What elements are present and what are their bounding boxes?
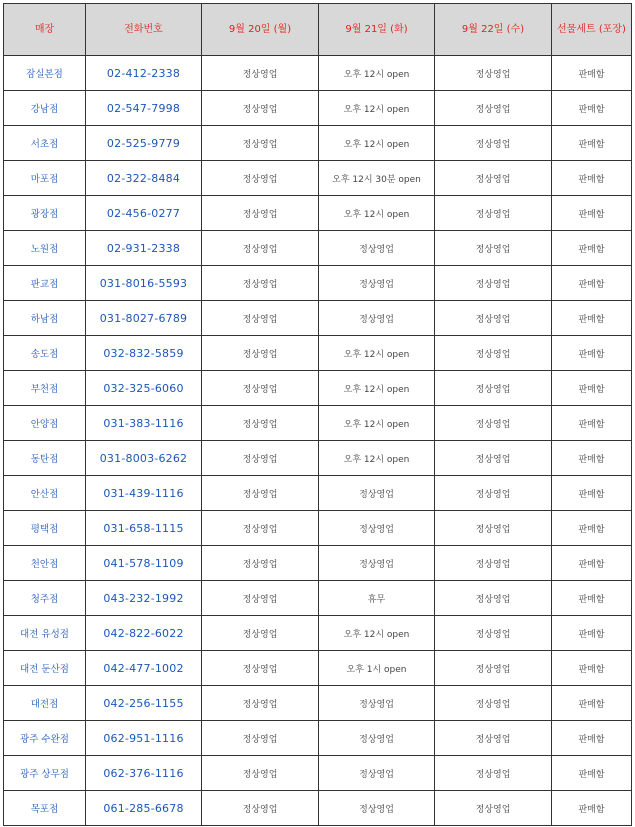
table-row: [4, 651, 632, 686]
sep-21-status-cell: 오후 12시 open: [319, 371, 435, 406]
sep-22-status-cell: 정상영업: [435, 126, 552, 161]
sep-20-status-cell: 정상영업: [202, 441, 319, 476]
table-row: [4, 161, 632, 196]
sep-22-status-cell: 정상영업: [435, 791, 552, 826]
table-row: [4, 336, 632, 371]
sep-22-status-cell: 정상영업: [435, 196, 552, 231]
sep-20-status-cell: 정상영업: [202, 126, 319, 161]
table-row: [4, 56, 632, 91]
sep-22-status-cell: 정상영업: [435, 511, 552, 546]
gift-set-cell: 판매함: [552, 511, 632, 546]
sep-20-status-cell: 정상영업: [202, 651, 319, 686]
table-row: [4, 686, 632, 721]
sep-21-status-cell: 오후 12시 open: [319, 406, 435, 441]
gift-set-cell: 판매함: [552, 196, 632, 231]
sep-21-status-cell: 오후 12시 open: [319, 91, 435, 126]
sep-20-status-cell: 정상영업: [202, 266, 319, 301]
store-name-cell: 송도점: [4, 336, 86, 371]
gift-set-cell: 판매함: [552, 546, 632, 581]
sep-21-status-cell: 오후 12시 open: [319, 441, 435, 476]
header-store: 매장: [4, 4, 86, 56]
sep-20-status-cell: 정상영업: [202, 91, 319, 126]
sep-20-status-cell: 정상영업: [202, 616, 319, 651]
phone-number-cell: 02-322-8484: [86, 161, 202, 196]
sep-20-status-cell: 정상영업: [202, 406, 319, 441]
gift-set-cell: 판매함: [552, 301, 632, 336]
phone-number-cell: 031-8027-6789: [86, 301, 202, 336]
sep-21-status-cell: 오후 12시 open: [319, 56, 435, 91]
sep-21-status-cell: 오후 12시 30분 open: [319, 161, 435, 196]
gift-set-cell: 판매함: [552, 126, 632, 161]
table-row: [4, 546, 632, 581]
gift-set-cell: 판매함: [552, 581, 632, 616]
sep-21-status-cell: 오후 12시 open: [319, 126, 435, 161]
sep-20-status-cell: 정상영업: [202, 581, 319, 616]
header-sep-22: 9월 22일 (수): [435, 4, 552, 56]
store-name-cell: 광장점: [4, 196, 86, 231]
sep-22-status-cell: 정상영업: [435, 266, 552, 301]
sep-21-status-cell: 오후 1시 open: [319, 651, 435, 686]
table-row: [4, 721, 632, 756]
gift-set-cell: 판매함: [552, 791, 632, 826]
gift-set-cell: 판매함: [552, 161, 632, 196]
phone-number-cell: 042-256-1155: [86, 686, 202, 721]
sep-22-status-cell: 정상영업: [435, 476, 552, 511]
store-name-cell: 광주 상무점: [4, 756, 86, 791]
phone-number-cell: 061-285-6678: [86, 791, 202, 826]
sep-22-status-cell: 정상영업: [435, 161, 552, 196]
table-row: [4, 301, 632, 336]
phone-number-cell: 031-8016-5593: [86, 266, 202, 301]
sep-22-status-cell: 정상영업: [435, 546, 552, 581]
table-row: [4, 511, 632, 546]
store-name-cell: 서초점: [4, 126, 86, 161]
store-name-cell: 천안점: [4, 546, 86, 581]
sep-21-status-cell: 정상영업: [319, 266, 435, 301]
header-sep-20: 9월 20일 (월): [202, 4, 319, 56]
sep-20-status-cell: 정상영업: [202, 161, 319, 196]
sep-21-status-cell: 휴무: [319, 581, 435, 616]
gift-set-cell: 판매함: [552, 371, 632, 406]
gift-set-cell: 판매함: [552, 56, 632, 91]
sep-21-status-cell: 정상영업: [319, 301, 435, 336]
sep-22-status-cell: 정상영업: [435, 406, 552, 441]
phone-number-cell: 02-931-2338: [86, 231, 202, 266]
table-row: [4, 756, 632, 791]
gift-set-cell: 판매함: [552, 476, 632, 511]
sep-22-status-cell: 정상영업: [435, 686, 552, 721]
store-name-cell: 광주 수완점: [4, 721, 86, 756]
sep-21-status-cell: 정상영업: [319, 546, 435, 581]
sep-22-status-cell: 정상영업: [435, 651, 552, 686]
sep-21-status-cell: 정상영업: [319, 231, 435, 266]
phone-number-cell: 031-8003-6262: [86, 441, 202, 476]
sep-22-status-cell: 정상영업: [435, 56, 552, 91]
sep-22-status-cell: 정상영업: [435, 616, 552, 651]
phone-number-cell: 043-232-1992: [86, 581, 202, 616]
store-name-cell: 대전 둔산점: [4, 651, 86, 686]
table-row: [4, 231, 632, 266]
sep-22-status-cell: 정상영업: [435, 441, 552, 476]
phone-number-cell: 042-477-1002: [86, 651, 202, 686]
gift-set-cell: 판매함: [552, 91, 632, 126]
sep-20-status-cell: 정상영업: [202, 686, 319, 721]
sep-21-status-cell: 정상영업: [319, 721, 435, 756]
sep-22-status-cell: 정상영업: [435, 336, 552, 371]
sep-22-status-cell: 정상영업: [435, 301, 552, 336]
store-name-cell: 안양점: [4, 406, 86, 441]
store-name-cell: 마포점: [4, 161, 86, 196]
phone-number-cell: 042-822-6022: [86, 616, 202, 651]
table-row: [4, 616, 632, 651]
sep-20-status-cell: 정상영업: [202, 371, 319, 406]
sep-20-status-cell: 정상영업: [202, 791, 319, 826]
header-phone: 전화번호: [86, 4, 202, 56]
sep-20-status-cell: 정상영업: [202, 546, 319, 581]
sep-21-status-cell: 오후 12시 open: [319, 336, 435, 371]
table-row: [4, 406, 632, 441]
store-name-cell: 판교점: [4, 266, 86, 301]
header-gift-set: 선물세트 (포장): [552, 4, 632, 56]
store-name-cell: 청주점: [4, 581, 86, 616]
store-name-cell: 노원점: [4, 231, 86, 266]
store-hours-table: [3, 3, 632, 826]
phone-number-cell: 062-951-1116: [86, 721, 202, 756]
table-header: [4, 4, 632, 56]
sep-21-status-cell: 정상영업: [319, 756, 435, 791]
header-sep-21: 9월 21일 (화): [319, 4, 435, 56]
sep-20-status-cell: 정상영업: [202, 56, 319, 91]
gift-set-cell: 판매함: [552, 651, 632, 686]
gift-set-cell: 판매함: [552, 441, 632, 476]
header-row: [4, 4, 632, 56]
phone-number-cell: 031-439-1116: [86, 476, 202, 511]
phone-number-cell: 062-376-1116: [86, 756, 202, 791]
table-row: [4, 126, 632, 161]
table-row: [4, 266, 632, 301]
store-name-cell: 평택점: [4, 511, 86, 546]
phone-number-cell: 032-832-5859: [86, 336, 202, 371]
table-row: [4, 791, 632, 826]
sep-21-status-cell: 오후 12시 open: [319, 196, 435, 231]
sep-21-status-cell: 정상영업: [319, 686, 435, 721]
phone-number-cell: 02-412-2338: [86, 56, 202, 91]
sep-20-status-cell: 정상영업: [202, 301, 319, 336]
sep-20-status-cell: 정상영업: [202, 196, 319, 231]
store-name-cell: 부천점: [4, 371, 86, 406]
gift-set-cell: 판매함: [552, 756, 632, 791]
sep-22-status-cell: 정상영업: [435, 231, 552, 266]
store-name-cell: 대전 유성점: [4, 616, 86, 651]
gift-set-cell: 판매함: [552, 231, 632, 266]
table-row: [4, 476, 632, 511]
gift-set-cell: 판매함: [552, 616, 632, 651]
gift-set-cell: 판매함: [552, 266, 632, 301]
sep-22-status-cell: 정상영업: [435, 756, 552, 791]
phone-number-cell: 032-325-6060: [86, 371, 202, 406]
sep-21-status-cell: 정상영업: [319, 791, 435, 826]
sep-22-status-cell: 정상영업: [435, 721, 552, 756]
sep-21-status-cell: 정상영업: [319, 511, 435, 546]
table-row: [4, 441, 632, 476]
store-name-cell: 안산점: [4, 476, 86, 511]
phone-number-cell: 031-383-1116: [86, 406, 202, 441]
sep-22-status-cell: 정상영업: [435, 91, 552, 126]
table-body: [4, 56, 632, 826]
gift-set-cell: 판매함: [552, 686, 632, 721]
store-name-cell: 잠실본점: [4, 56, 86, 91]
phone-number-cell: 02-525-9779: [86, 126, 202, 161]
gift-set-cell: 판매함: [552, 406, 632, 441]
sep-20-status-cell: 정상영업: [202, 721, 319, 756]
table-row: [4, 196, 632, 231]
sep-21-status-cell: 정상영업: [319, 476, 435, 511]
phone-number-cell: 02-456-0277: [86, 196, 202, 231]
store-name-cell: 하남점: [4, 301, 86, 336]
gift-set-cell: 판매함: [552, 721, 632, 756]
phone-number-cell: 031-658-1115: [86, 511, 202, 546]
sep-22-status-cell: 정상영업: [435, 371, 552, 406]
sep-22-status-cell: 정상영업: [435, 581, 552, 616]
store-name-cell: 목포점: [4, 791, 86, 826]
sep-20-status-cell: 정상영업: [202, 756, 319, 791]
sep-20-status-cell: 정상영업: [202, 511, 319, 546]
store-name-cell: 동탄점: [4, 441, 86, 476]
table-row: [4, 581, 632, 616]
phone-number-cell: 02-547-7998: [86, 91, 202, 126]
table-row: [4, 91, 632, 126]
phone-number-cell: 041-578-1109: [86, 546, 202, 581]
sep-21-status-cell: 오후 12시 open: [319, 616, 435, 651]
gift-set-cell: 판매함: [552, 336, 632, 371]
store-name-cell: 대전점: [4, 686, 86, 721]
sep-20-status-cell: 정상영업: [202, 476, 319, 511]
store-name-cell: 강남점: [4, 91, 86, 126]
sep-20-status-cell: 정상영업: [202, 336, 319, 371]
sep-20-status-cell: 정상영업: [202, 231, 319, 266]
table-row: [4, 371, 632, 406]
